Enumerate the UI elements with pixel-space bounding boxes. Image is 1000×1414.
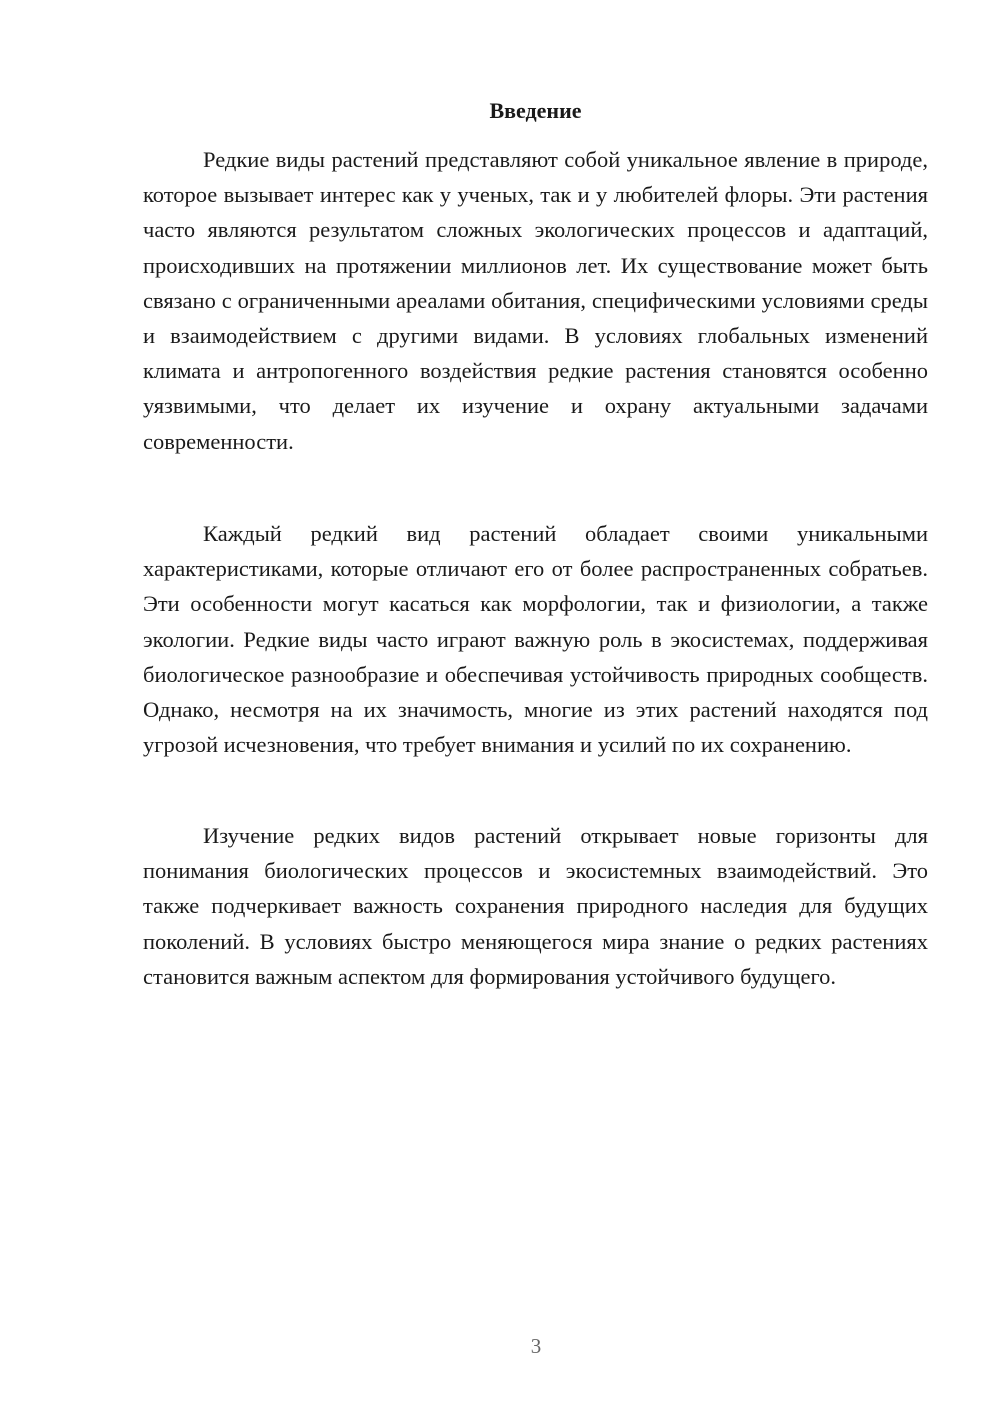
title-container (143, 98, 928, 124)
page-title: Введение (489, 98, 582, 123)
paragraph-2: Каждый редкий вид растений обладает своими уникальными характеристиками, которые отличают его от более распространенных собратьев. Эти особенности могут касаться как морфологии, так и физиологии, а также экологии. Редкие виды часто играют важную роль в экосистемах, поддерживая биологическое разнообразие и обеспечивая устойчивость природных сообществ. Однако, несмотря на их значимость, многие из этих растений находятся под угрозой исчезновения, что требует внимания и усилий по их сохранению. (143, 521, 928, 758)
page-number: 3 (530, 1334, 542, 1358)
paragraph-1: Редкие виды растений представляют собой уникальное явление в природе, которое вызывает интерес как у ученых, так и у любителей флоры. Эти растения часто являются результатом сложных экологических процессов и адаптаций, происходивших на протяжении миллионов лет. Их существование может быть связано с ограниченными ареалами обитания, специфическими условиями среды и взаимодействием с другими видами. В условиях глобальных изменений климата и антропогенного воздействия редкие растения становятся особенно уязвимыми, что делает их изучение и охрану актуальными задачами современности. (143, 147, 928, 454)
paragraph-3: Изучение редких видов растений открывает новые горизонты для понимания биологических процессов и экосистемных взаимодействий. Это также подчеркивает важность сохранения природного наследия для будущих поколений. В условиях быстро меняющегося мира знание о редких растениях становится важным аспектом для формирования устойчивого будущего. (143, 823, 928, 989)
